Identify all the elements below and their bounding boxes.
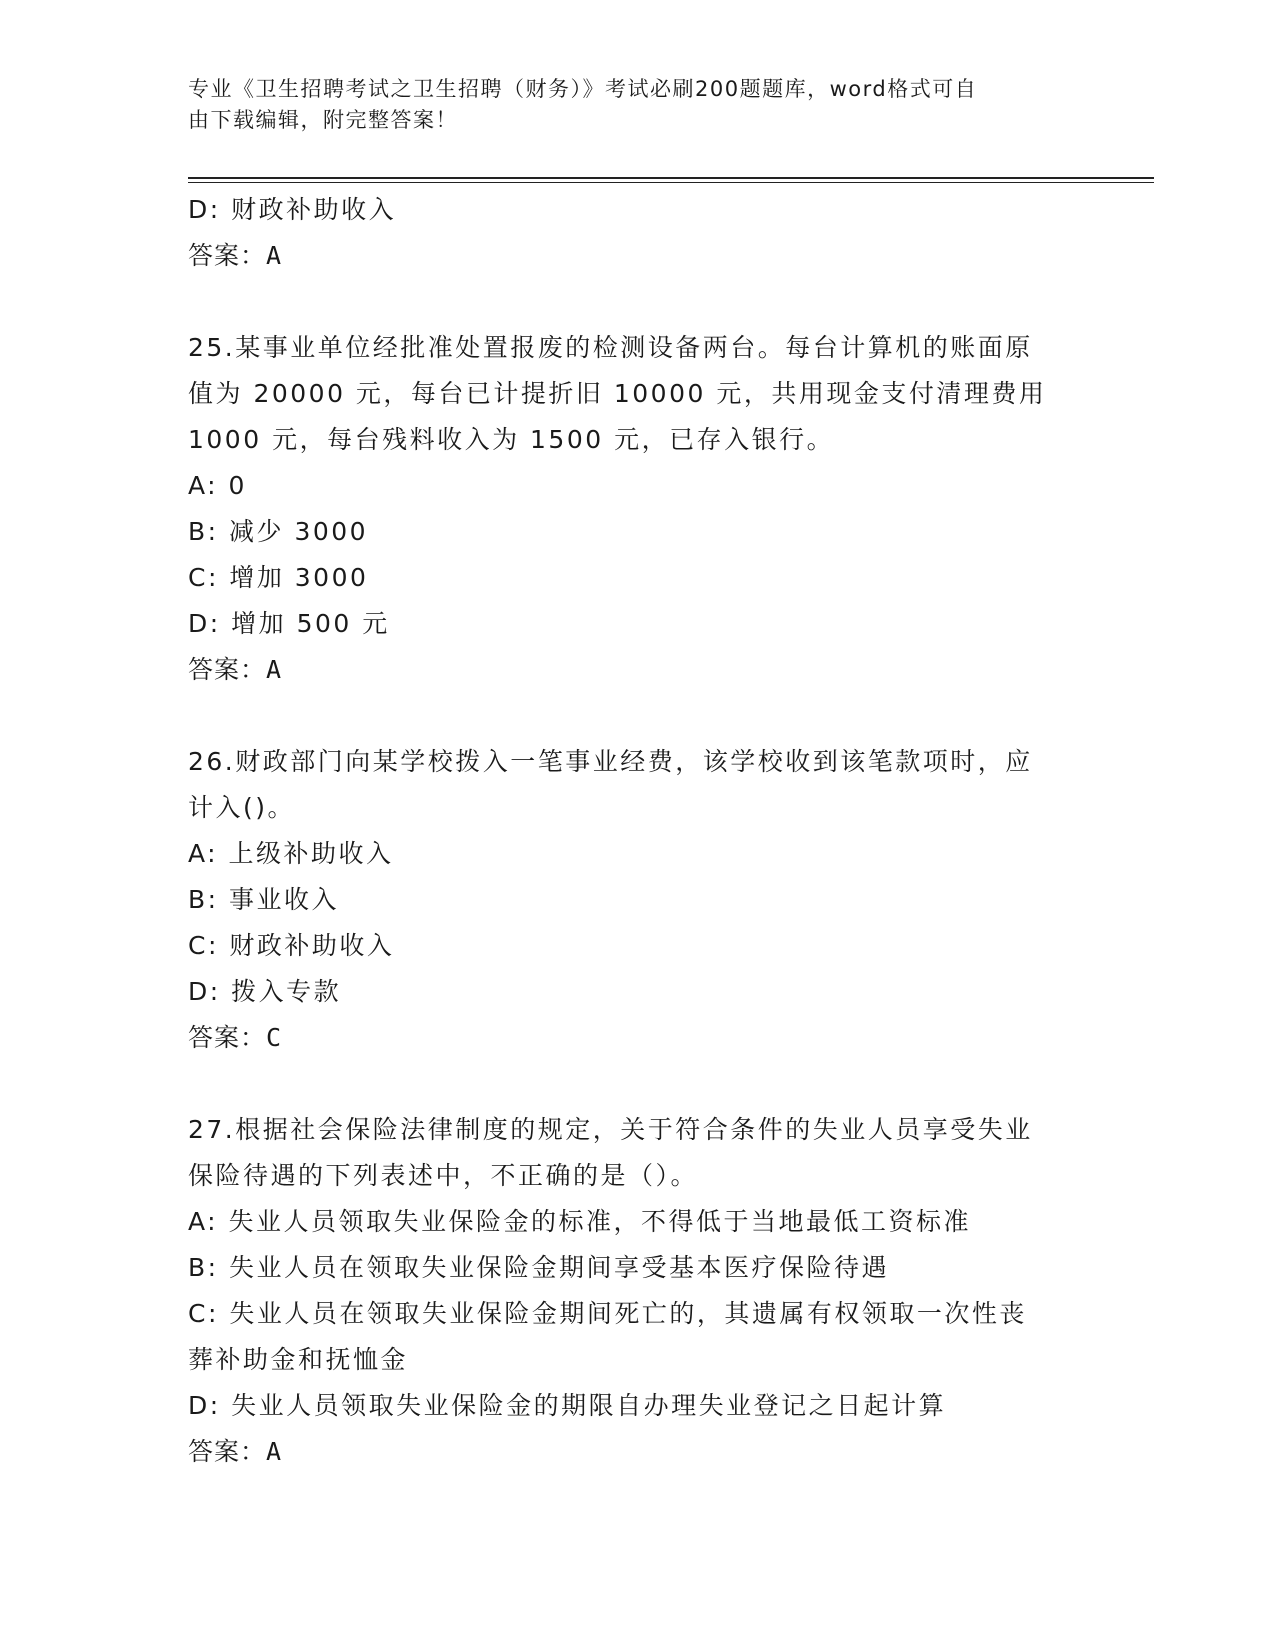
question-content bbox=[188, 187, 1088, 1475]
question-block-26 bbox=[188, 739, 1088, 1061]
question-block-prev bbox=[188, 187, 1088, 279]
question-stem: 保险待遇的下列表述中，不正确的是（）。 bbox=[188, 1161, 699, 1190]
question-stem: 25.某事业单位经批准处置报废的检测设备两台。每台计算机的账面原 bbox=[188, 333, 1033, 362]
option-a: A: 失业人员领取失业保险金的标准，不得低于当地最低工资标准 bbox=[188, 1207, 972, 1236]
option-d: D: 财政补助收入 bbox=[188, 195, 397, 224]
option-b: B: 减少 3000 bbox=[188, 517, 369, 546]
option-a: A: 上级补助收入 bbox=[188, 839, 394, 868]
question-stem: 计入()。 bbox=[188, 793, 296, 822]
spacer bbox=[188, 693, 1088, 739]
question-block-27 bbox=[188, 1107, 1088, 1475]
option-d: D: 增加 500 元 bbox=[188, 609, 390, 638]
answer: 答案：A bbox=[188, 241, 283, 270]
header-divider-thin bbox=[188, 182, 1154, 183]
option-a: A: 0 bbox=[188, 471, 247, 500]
question-stem: 值为 20000 元，每台已计提折旧 10000 元，共用现金支付清理费用 bbox=[188, 379, 1047, 408]
option-c: C: 财政补助收入 bbox=[188, 931, 395, 960]
option-c-continued: 葬补助金和抚恤金 bbox=[188, 1345, 409, 1374]
header-line-2: 由下载编辑，附完整答案！ bbox=[188, 108, 458, 132]
option-b: B: 事业收入 bbox=[188, 885, 340, 914]
option-c: C: 失业人员在领取失业保险金期间死亡的，其遗属有权领取一次性丧 bbox=[188, 1299, 1027, 1328]
page-header bbox=[188, 74, 1068, 136]
option-c: C: 增加 3000 bbox=[188, 563, 369, 592]
spacer bbox=[188, 279, 1088, 325]
answer: 答案：A bbox=[188, 1437, 283, 1466]
header-line-1: 专业《卫生招聘考试之卫生招聘（财务）》考试必刷200题题库，word格式可自 bbox=[188, 77, 978, 101]
option-b: B: 失业人员在领取失业保险金期间享受基本医疗保险待遇 bbox=[188, 1253, 890, 1282]
spacer bbox=[188, 1061, 1088, 1107]
question-block-25 bbox=[188, 325, 1088, 693]
option-d: D: 失业人员领取失业保险金的期限自办理失业登记之日起计算 bbox=[188, 1391, 947, 1420]
question-stem: 27.根据社会保险法律制度的规定，关于符合条件的失业人员享受失业 bbox=[188, 1115, 1033, 1144]
answer: 答案：A bbox=[188, 655, 283, 684]
question-stem: 1000 元，每台残料收入为 1500 元，已存入银行。 bbox=[188, 425, 835, 454]
question-stem: 26.财政部门向某学校拨入一笔事业经费，该学校收到该笔款项时，应 bbox=[188, 747, 1033, 776]
answer: 答案：C bbox=[188, 1023, 283, 1052]
header-divider-thick bbox=[188, 177, 1154, 179]
option-d: D: 拨入专款 bbox=[188, 977, 342, 1006]
